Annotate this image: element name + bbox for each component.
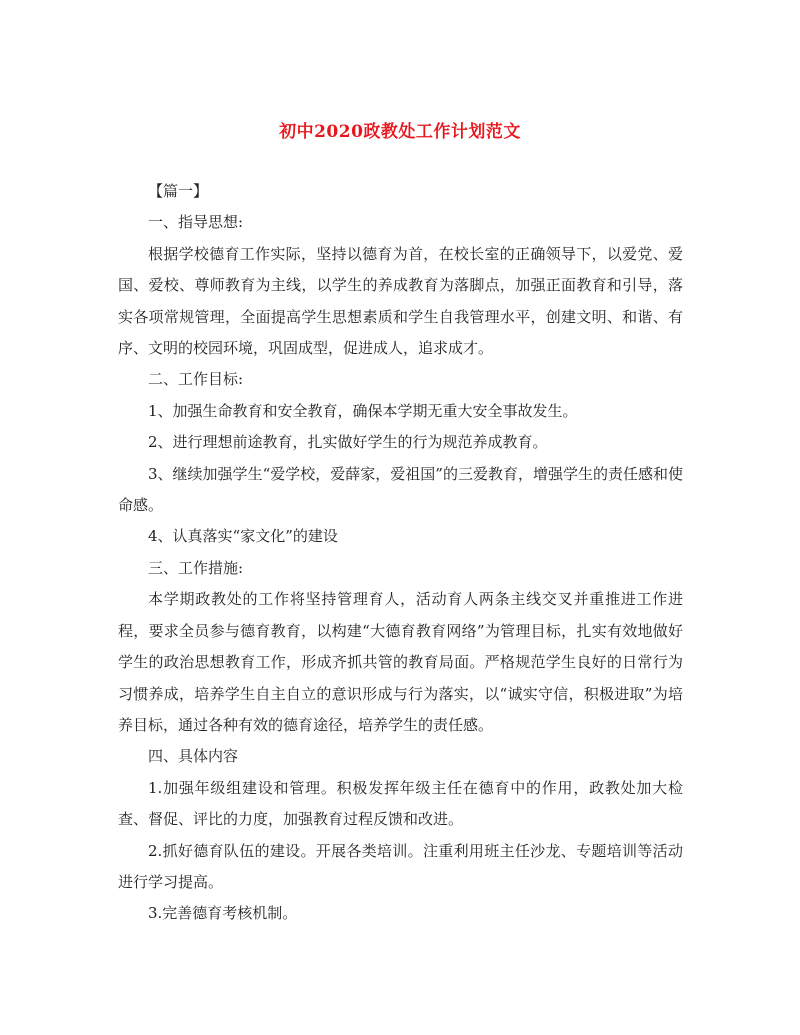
body-paragraph: 根据学校德育工作实际，坚持以德育为首，在校长室的正确领导下，以爱党、爱国、爱校、尊师教育为主线，以学生的养成教育为落脚点，加强正面教育和引导，落实各项常规管理，全面提高学生思想素质和学生自我管理水平，创建文明、和谐、有序、文明的校园环境，巩固成型，促进成人，追求成才。 bbox=[118, 244, 683, 358]
list-item: 1、加强生命教育和安全教育，确保本学期无重大安全事故发生。 bbox=[148, 401, 578, 420]
section-heading: 四、具体内容 bbox=[148, 747, 239, 766]
list-item: 4、认真落实“家文化”的建设 bbox=[148, 527, 338, 546]
section-heading: 二、工作目标: bbox=[148, 370, 244, 389]
document-title: 初中2020政教处工作计划范文 bbox=[279, 122, 521, 142]
list-item: 2.抓好德育队伍的建设。开展各类培训。注重利用班主任沙龙、专题培训等活动进行学习提高。 bbox=[118, 841, 683, 891]
list-item: 2、进行理想前途教育，扎实做好学生的行为规范养成教育。 bbox=[148, 433, 548, 452]
body-paragraph: 本学期政教处的工作将坚持管理育人，活动育人两条主线交叉并重推进工作进程，要求全员参与德育教育，以构建“大德育教育网络”为管理目标，扎实有效地做好学生的政治思想教育工作，形成齐抓共管的教育局面。严格规范学生良好的日常行为习惯养成，培养学生自主自立的意识形成与行为落实，以“诚实守信，积极进取”为培养目标，通过各种有效的德育途径，培养学生的责任感。 bbox=[118, 590, 683, 734]
document-body bbox=[118, 176, 683, 930]
section-heading: 三、工作措施: bbox=[148, 558, 244, 577]
section-heading: 一、指导思想: bbox=[148, 213, 244, 232]
list-item: 3、继续加强学生“爱学校，爱薛家，爱祖国”的三爱教育，增强学生的责任感和使命感。 bbox=[118, 464, 683, 515]
section-label: 【篇一】 bbox=[148, 182, 209, 200]
list-item: 3.完善德育考核机制。 bbox=[148, 904, 298, 923]
list-item: 1.加强年级组建设和管理。积极发挥年级主任在德育中的作用，政教处加大检查、督促、评比的力度，加强教育过程反馈和改进。 bbox=[118, 778, 683, 829]
